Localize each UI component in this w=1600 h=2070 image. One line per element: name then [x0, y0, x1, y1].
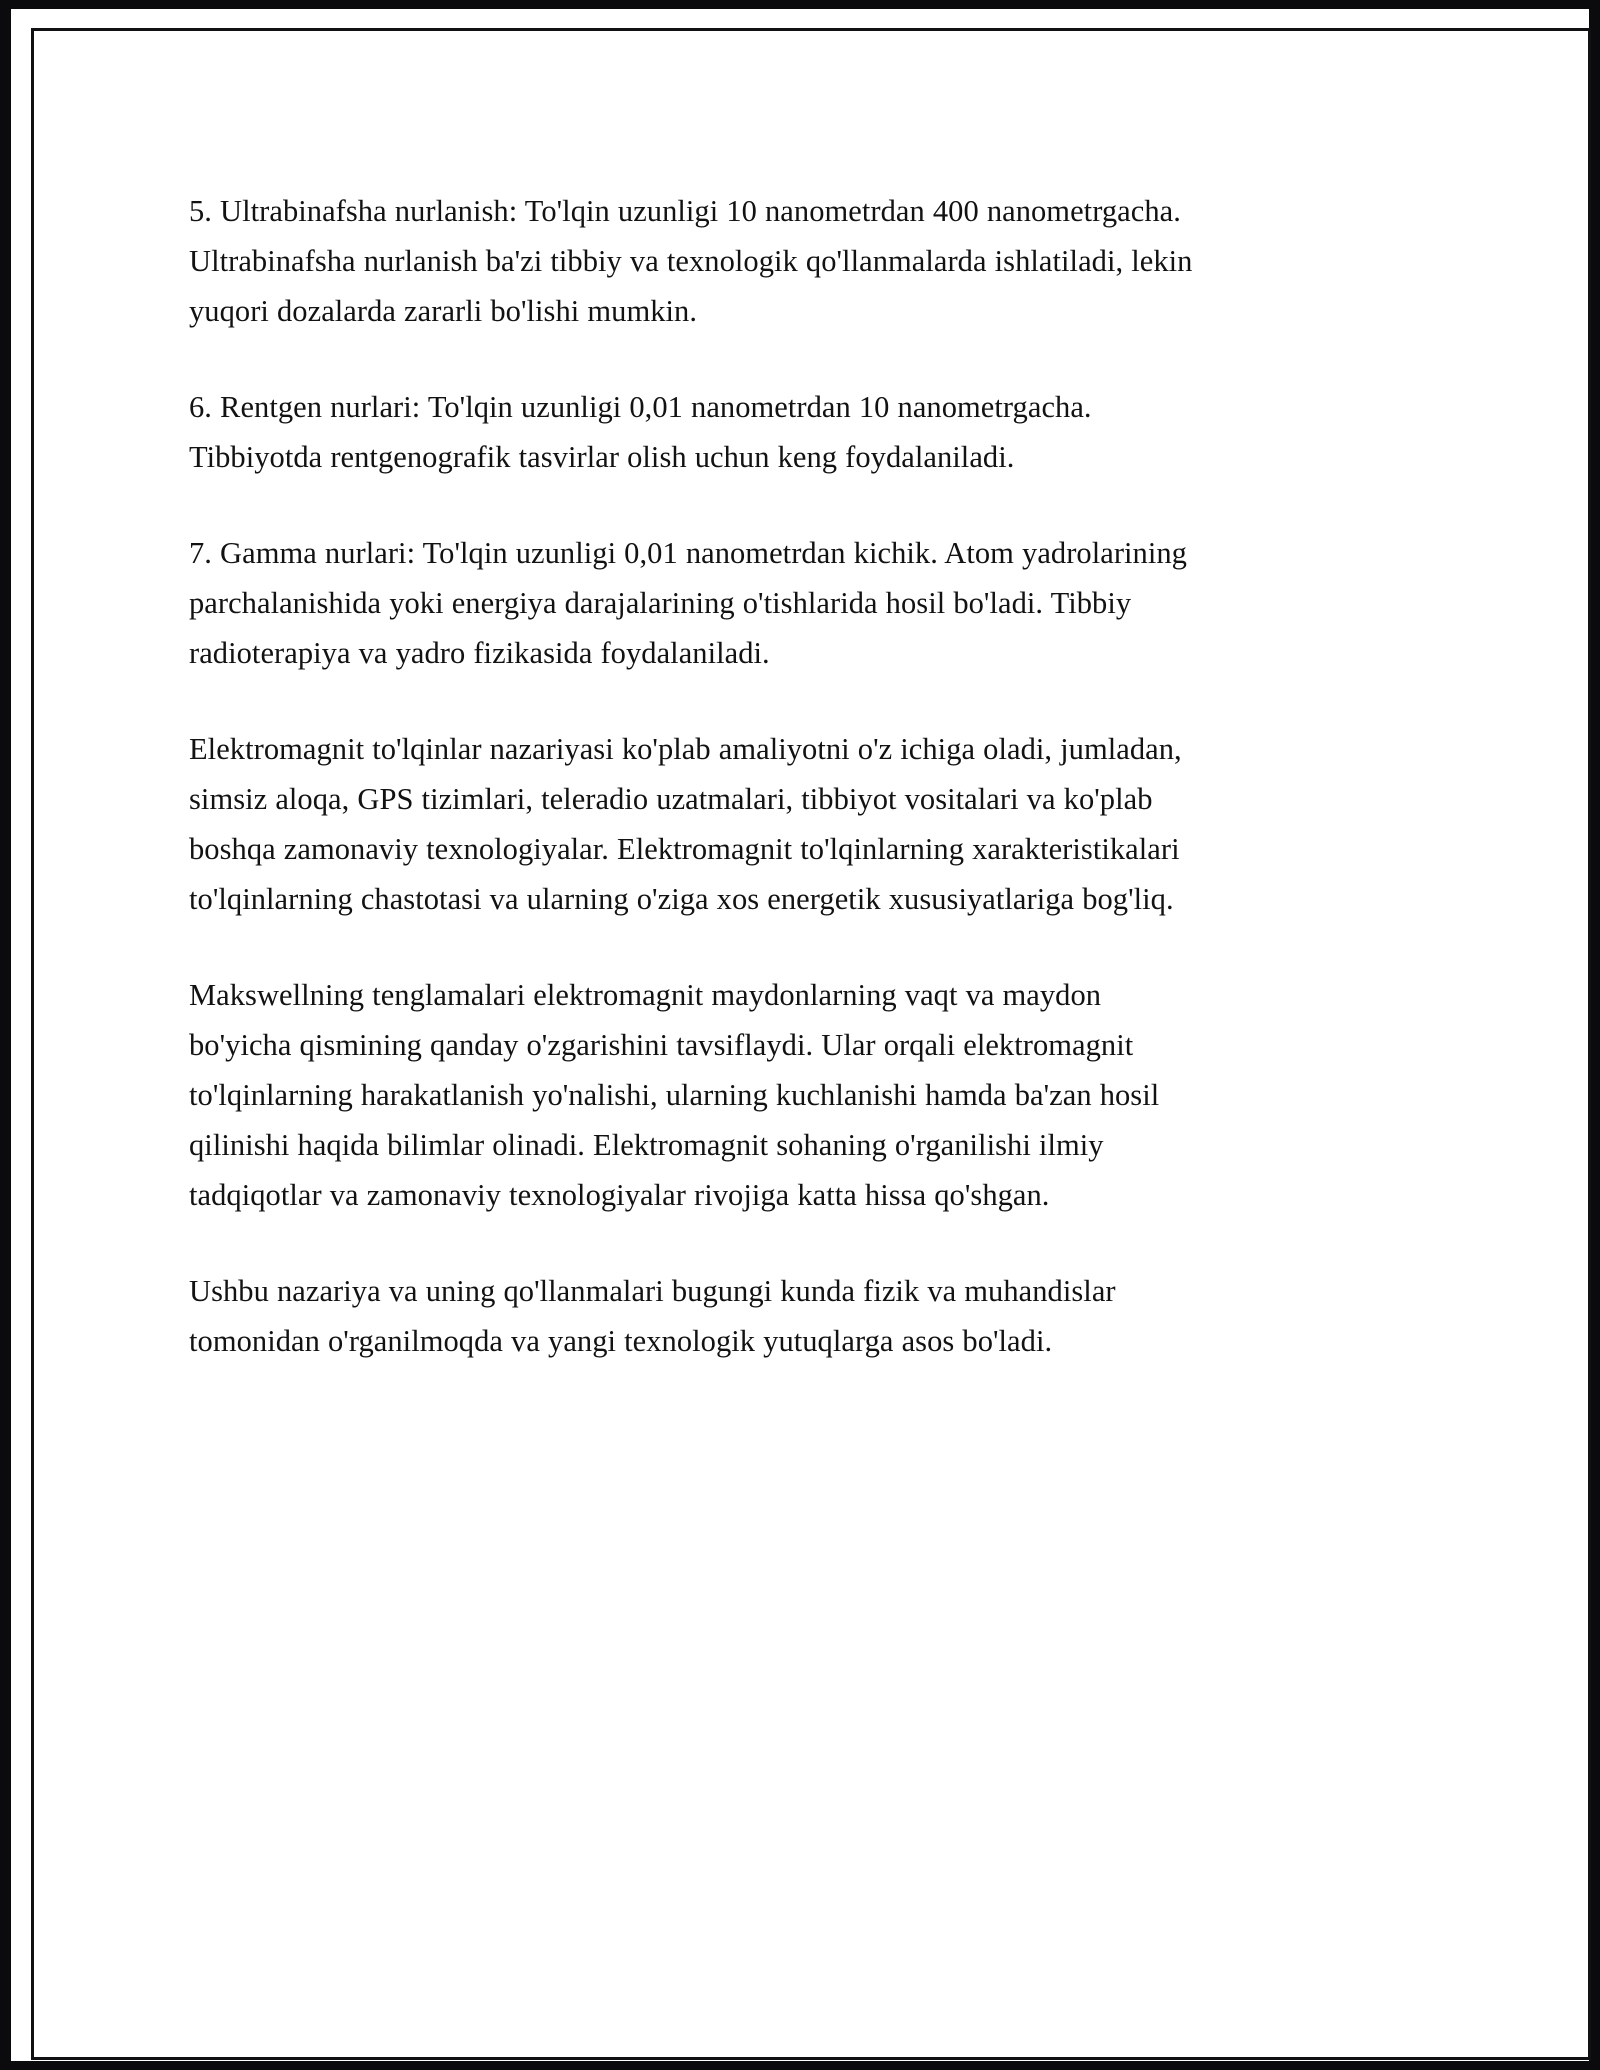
page-border-gutter — [11, 9, 1589, 2061]
paragraph-item-5-ultrabinafsha: 5. Ultrabinafsha nurlanish: To'lqin uzunligi 10 nanometrdan 400 nanometrgacha. Ultrabinafsha nurlanish ba'zi tibbiy va texnologik qo'llanmalarda ishlatiladi, lekin yuqori dozalarda zararli bo'lishi mumkin. — [189, 194, 1193, 328]
paragraph-item-6-rentgen: 6. Rentgen nurlari: To'lqin uzunligi 0,01 nanometrdan 10 nanometrgacha. Tibbiyotda rentgenografik tasvirlar olish uchun keng foydalaniladi. — [189, 390, 1092, 474]
paragraph-item-7-gamma: 7. Gamma nurlari: To'lqin uzunligi 0,01 nanometrdan kichik. Atom yadrolarining parchalanishida yoki energiya darajalarining o'tishlarida hosil bo'ladi. Tibbiy radioterapiya va yadro fizikasida foydalaniladi. — [189, 536, 1187, 670]
paragraph-applications: Elektromagnit to'lqinlar nazariyasi ko'plab amaliyotni o'z ichiga oladi, jumladan, simsiz aloqa, GPS tizimlari, teleradio uzatmalari, tibbiyot vositalari va ko'plab boshqa zamonaviy texnologiyalar. Elektromagnit to'lqinlarning xarakteristikalari to'lqinlarning chastotasi va ularning o'ziga xos energetik xususiyatlariga bog'liq. — [189, 732, 1182, 916]
page-inner-rule — [31, 28, 1591, 2060]
paragraph-conclusion: Ushbu nazariya va uning qo'llanmalari bugungi kunda fizik va muhandislar tomonidan o'rganilmoqda va yangi texnologik yutuqlarga asos bo'ladi. — [189, 1274, 1116, 1358]
document-text-body — [189, 186, 1199, 1366]
document-page — [34, 31, 1588, 2057]
paragraph-maxwell-equations: Makswellning tenglamalari elektromagnit maydonlarning vaqt va maydon bo'yicha qismining qanday o'zgarishini tavsiflaydi. Ular orqali elektromagnit to'lqinlarning harakatlanish yo'nalishi, ularning kuchlanishi hamda ba'zan hosil qilinishi haqida bilimlar olinadi. Elektromagnit sohaning o'rganilishi ilmiy tadqiqotlar va zamonaviy texnologiyalar rivojiga katta hissa qo'shgan. — [189, 978, 1160, 1212]
